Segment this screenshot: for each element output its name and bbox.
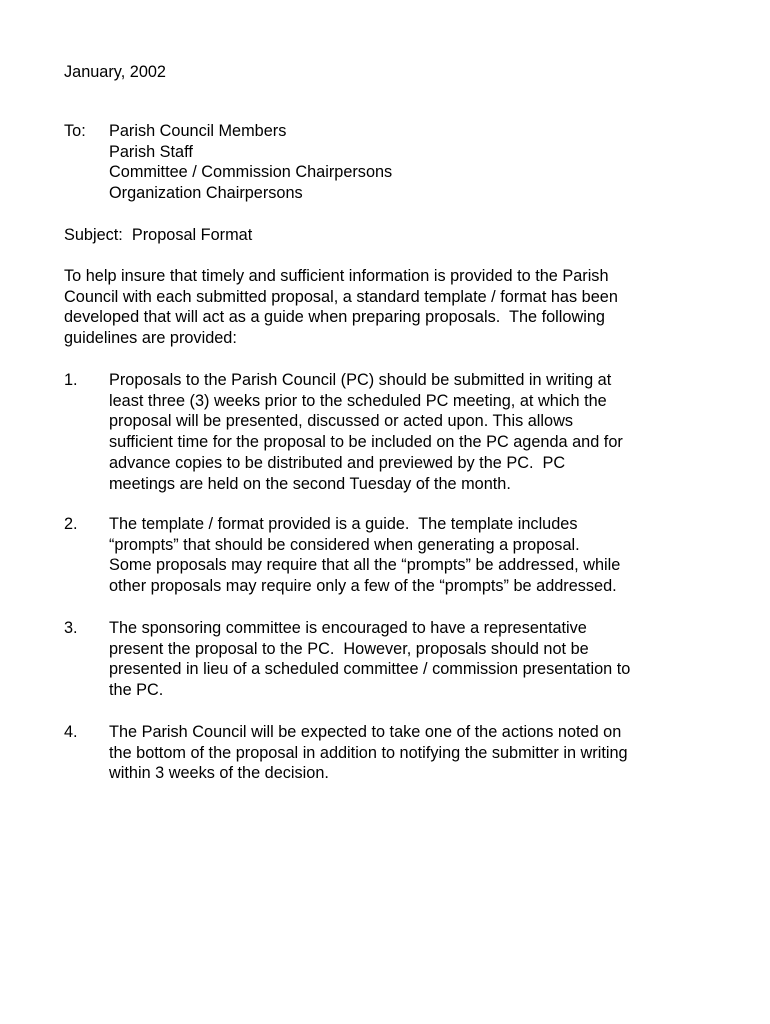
recipient-item: Organization Chairpersons [109, 184, 303, 203]
guideline-line: the PC. [109, 681, 164, 700]
intro-line: developed that will act as a guide when preparing proposals. The following [64, 308, 605, 327]
guideline-line: least three (3) weeks prior to the scheduled PC meeting, at which the [109, 391, 607, 410]
guideline-line: Some proposals may require that all the “prompts” be addressed, while [109, 556, 621, 575]
guideline-line: “prompts” that should be considered when generating a proposal. [109, 535, 580, 554]
guideline-number: 2. [64, 515, 78, 533]
guideline-line: the bottom of the proposal in addition to notifying the submitter in writing [109, 743, 628, 762]
guideline-number: 3. [64, 619, 78, 637]
guideline-text [109, 370, 623, 494]
memo-subject: Subject: Proposal Format [64, 226, 253, 244]
guideline-line: proposal will be presented, discussed or acted upon. This allows [109, 412, 573, 431]
guideline-line: meetings are held on the second Tuesday of the month. [109, 474, 511, 493]
guideline-line: sufficient time for the proposal to be included on the PC agenda and for [109, 433, 623, 452]
recipient-list [109, 121, 392, 204]
guideline-line: advance copies to be distributed and previewed by the PC. PC [109, 453, 566, 472]
intro-line: To help insure that timely and sufficient information is provided to the Parish [64, 267, 609, 285]
to-label: To: [64, 122, 86, 140]
guideline-line: presented in lieu of a scheduled committee / commission presentation to [109, 660, 631, 679]
intro-line: Council with each submitted proposal, a standard template / format has been [64, 287, 618, 306]
guideline-text [109, 722, 628, 784]
guideline-number: 4. [64, 723, 78, 741]
recipient-item: Parish Staff [109, 142, 193, 161]
guideline-line: The Parish Council will be expected to take one of the actions noted on [109, 723, 622, 741]
guideline-line: within 3 weeks of the decision. [109, 764, 329, 783]
guideline-line: present the proposal to the PC. However, proposals should not be [109, 639, 589, 658]
guideline-line: The template / format provided is a guide. The template includes [109, 515, 578, 533]
guideline-line: other proposals may require only a few of the “prompts” be addressed. [109, 577, 617, 596]
intro-line: guidelines are provided: [64, 329, 237, 348]
intro-paragraph [64, 266, 704, 349]
guideline-line: The sponsoring committee is encouraged to have a representative [109, 619, 587, 637]
guideline-text [109, 618, 630, 701]
guideline-number: 1. [64, 371, 78, 389]
recipient-item: Committee / Commission Chairpersons [109, 163, 393, 182]
guideline-text [109, 514, 620, 597]
recipient-item: Parish Council Members [109, 122, 287, 140]
memo-date: January, 2002 [64, 63, 166, 81]
guideline-line: Proposals to the Parish Council (PC) should be submitted in writing at [109, 371, 612, 389]
